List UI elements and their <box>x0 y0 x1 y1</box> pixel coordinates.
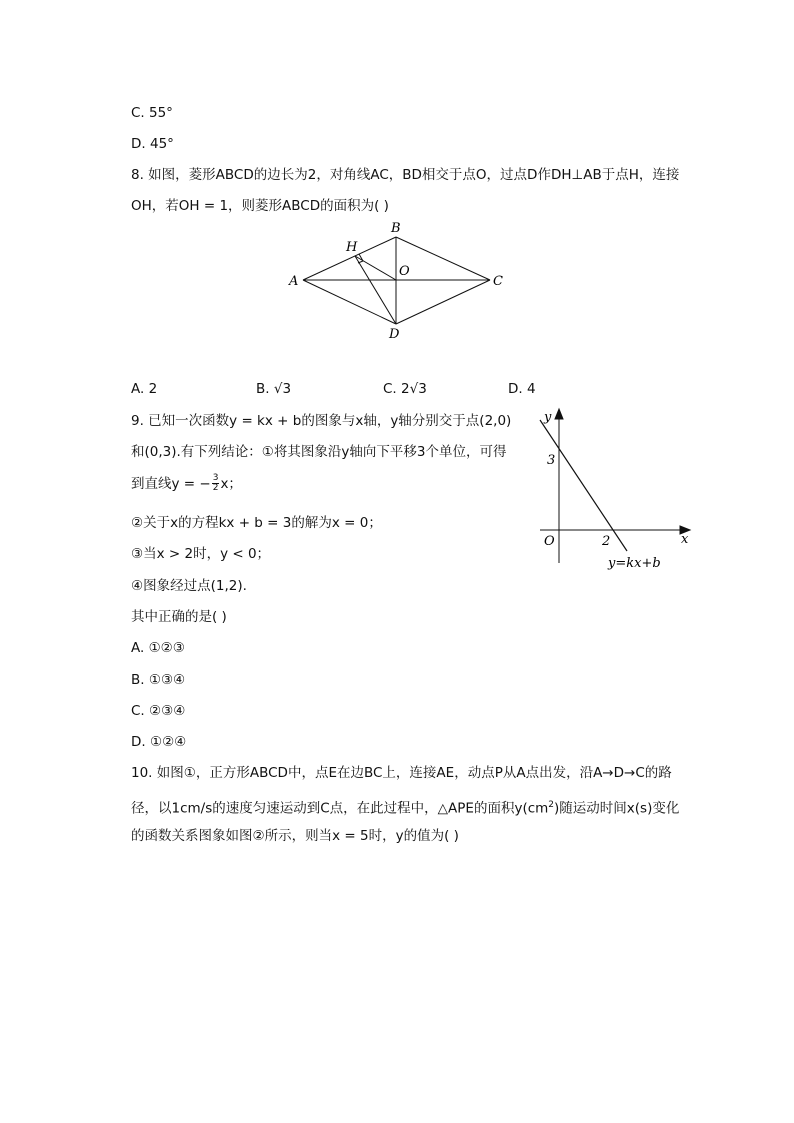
label-h: H <box>346 240 358 255</box>
q9-line3-prefix: 到直线y = − <box>131 475 211 492</box>
label-b: B <box>391 221 401 236</box>
fraction-denominator: 2 <box>212 483 219 493</box>
q9-stem-line3 <box>131 474 242 493</box>
q10-stem-line3: 的函数关系图象如图②所示，则当x = 5时，y的值为( ) <box>131 828 459 844</box>
fraction <box>212 474 220 493</box>
q8-option-a: A. 2 <box>131 381 158 397</box>
x-intercept-label: 2 <box>602 534 611 549</box>
q9-option-d: D. ①②④ <box>131 734 187 750</box>
fraction-numerator: 3 <box>212 473 219 483</box>
q9-stem-line2: 和(0,3).有下列结论：①将其图象沿y轴向下平移3个单位，可得 <box>131 444 507 460</box>
label-c: C <box>493 274 503 289</box>
label-o: O <box>399 264 410 279</box>
y-axis-label: y <box>544 410 552 425</box>
q8-option-d: D. 4 <box>508 381 536 397</box>
q10-line2-suffix: )随运动时间x(s)变化 <box>554 800 680 817</box>
q9-conclusion-4: ④图象经过点(1,2). <box>131 578 247 594</box>
q7-option-c: C. 55° <box>131 105 173 121</box>
q8-option-c: C. 2√3 <box>383 381 427 397</box>
q9-option-b: B. ①③④ <box>131 672 186 688</box>
function-line <box>540 420 627 551</box>
q10-line2-prefix: 径，以1cm/s的速度匀速运动到C点，在此过程中，△APE的面积y(cm <box>131 800 549 817</box>
q9-line3-suffix: x； <box>220 475 242 492</box>
q9-option-a: A. ①②③ <box>131 640 185 656</box>
q10-stem-line2 <box>131 796 679 818</box>
q8-option-b: B. √3 <box>256 381 292 397</box>
origin-label: O <box>544 534 555 549</box>
line-equation-label: y=kx+b <box>608 556 661 571</box>
q8-stem-line1: 8. 如图，菱形ABCD的边长为2，对角线AC，BD相交于点O，过点D作DH⊥AB于点H，连接 <box>131 167 680 183</box>
label-a: A <box>289 274 299 289</box>
q7-option-d: D. 45° <box>131 136 174 152</box>
q9-option-c: C. ②③④ <box>131 703 186 719</box>
superscript: 2 <box>548 800 555 810</box>
q9-conclusion-2: ②关于x的方程kx + b = 3的解为x = 0； <box>131 515 382 531</box>
q9-stem-line1: 9. 已知一次函数y = kx + b的图象与x轴，y轴分别交于点(2,0) <box>131 413 512 429</box>
q10-stem-line1: 10. 如图①，正方形ABCD中，点E在边BC上，连接AE，动点P从A点出发，沿A→D→C的路 <box>131 765 672 781</box>
linear-function-graph <box>530 405 700 585</box>
label-d: D <box>389 327 400 342</box>
y-intercept-label: 3 <box>547 453 556 468</box>
q8-stem-line2: OH，若OH = 1，则菱形ABCD的面积为( ) <box>131 198 389 214</box>
rhombus-figure <box>285 218 515 343</box>
q9-question: 其中正确的是( ) <box>131 609 227 625</box>
q9-conclusion-3: ③当x > 2时，y < 0； <box>131 546 271 562</box>
x-axis-label: x <box>681 532 689 547</box>
